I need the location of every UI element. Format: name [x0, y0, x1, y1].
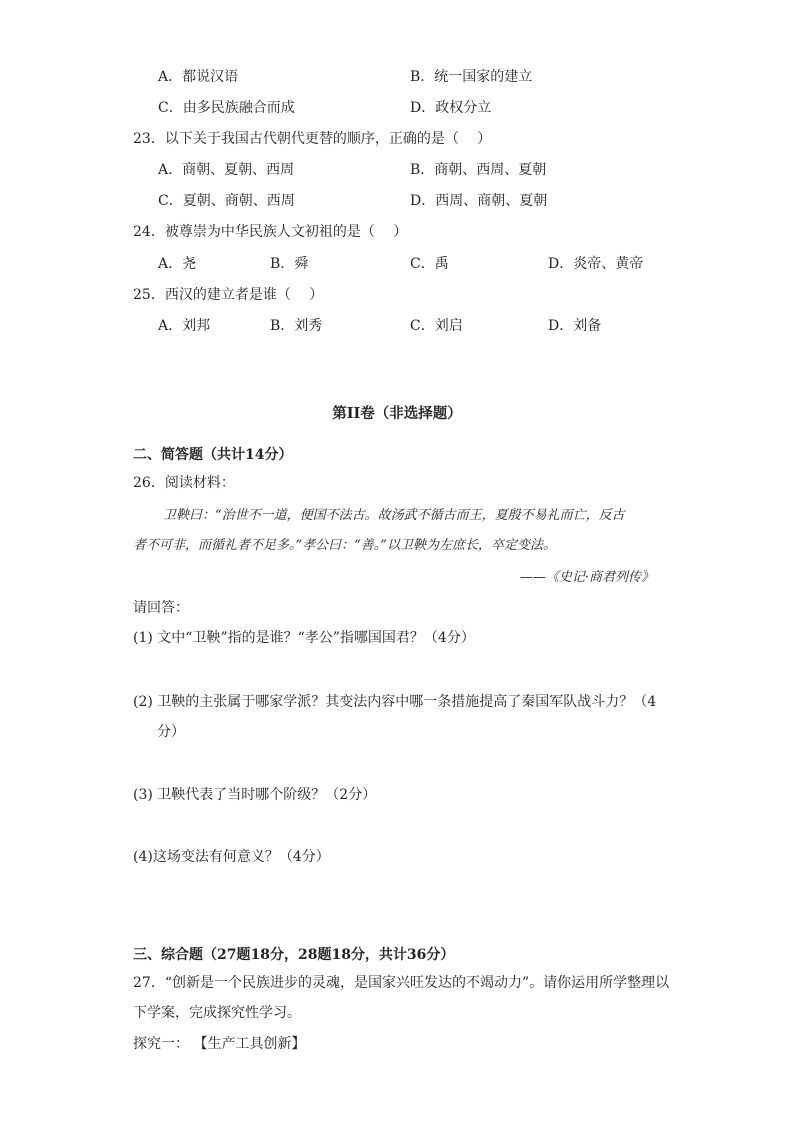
q23-option-c: C．夏朝、商朝、西周	[158, 193, 295, 209]
q23-option-b: B．商朝、西周、夏朝	[410, 162, 547, 178]
q22-option-b: B．统一国家的建立	[410, 69, 533, 85]
q23-option-a: A．商朝、夏朝、西周	[158, 162, 295, 178]
q26-stem: 26．阅读材料：	[133, 475, 235, 491]
q24-option-a: A．尧	[158, 256, 197, 272]
q26-sub1: (1) 文中“卫鞅”指的是谁？“孝公”指哪国国君？（4分）	[133, 630, 475, 646]
q23-option-d: D．西周、商朝、夏朝	[410, 193, 548, 209]
q24-option-b: B．舜	[270, 256, 309, 272]
q26-sub4: (4)这场变法有何意义？（4分）	[133, 849, 330, 865]
section2-heading: 二、简答题（共计14分）	[133, 447, 293, 463]
q25-option-d: D．刘备	[548, 318, 602, 334]
q24-option-d: D．炎帝、黄帝	[548, 256, 644, 272]
section3-heading: 三、综合题（27题18分，28题18分，共计36分）	[133, 947, 455, 963]
q22-option-d: D．政权分立	[410, 100, 492, 116]
q27-line-1: 27．“创新是一个民族进步的灵魂，是国家兴旺发达的不竭动力”。请你运用所学整理以	[133, 975, 670, 991]
q22-option-c: C．由多民族融合而成	[158, 100, 295, 116]
part2-title: 第II卷（非选择题）	[332, 405, 462, 422]
q22-option-a: A．都说汉语	[158, 69, 239, 85]
q24-stem: 24．被尊崇为中华民族人文初祖的是（ ）	[133, 224, 408, 240]
q25-option-c: C．刘启	[410, 318, 463, 334]
q26-quote-line-1: 卫鞅曰：“治世不一道，便国不法古。故汤武不循古而王，夏殷不易礼而亡，反古	[163, 508, 625, 523]
q26-quote-source: ——《史记·商君列传》	[519, 570, 654, 585]
q26-sub2-line-2: 分）	[157, 724, 185, 740]
q26-quote-line-2: 者不可非，而循礼者不足多。”孝公曰：“善。”以卫鞅为左庶长，卒定变法。	[133, 538, 556, 553]
q25-option-a: A．刘邦	[158, 318, 211, 334]
q27-line-2: 下学案，完成探究性学习。	[133, 1005, 301, 1021]
q25-stem: 25．西汉的建立者是谁（ ）	[133, 287, 324, 303]
answer-prompt: 请回答：	[133, 600, 189, 616]
q25-option-b: B．刘秀	[270, 318, 323, 334]
q24-option-c: C．禹	[410, 256, 449, 272]
q26-sub2-line-1: (2) 卫鞅的主张属于哪家学派？其变法内容中哪一条措施提高了秦国军队战斗力？（4	[133, 694, 657, 710]
q26-sub3: (3) 卫鞅代表了当时哪个阶级？（2分）	[133, 787, 377, 803]
q23-stem: 23．以下关于我国古代朝代更替的顺序，正确的是（ ）	[133, 131, 492, 147]
explore-1: 探究一： 【生产工具创新】	[133, 1036, 306, 1052]
